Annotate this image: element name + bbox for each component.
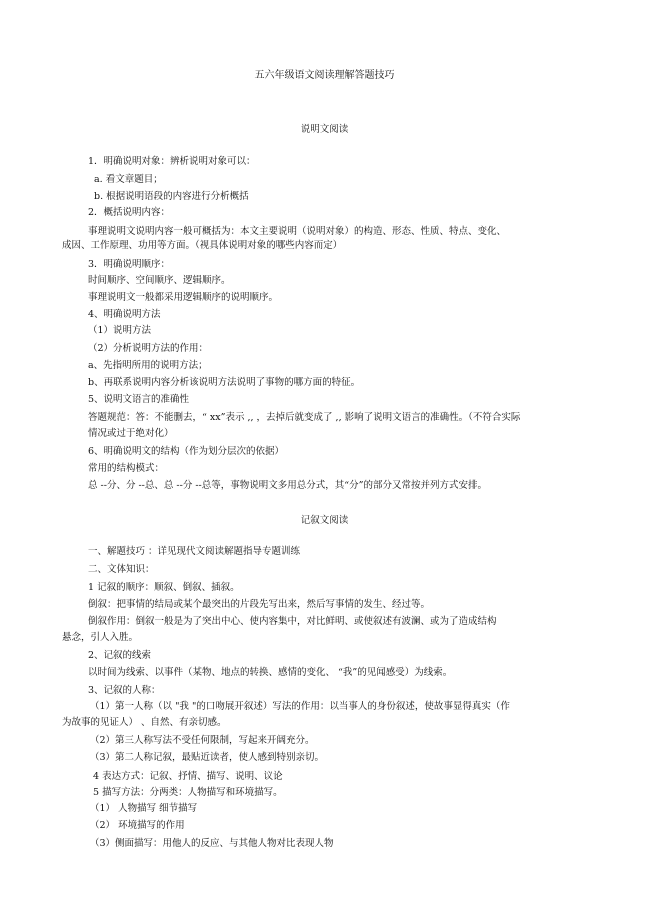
paragraph-line: 5 描写方法：分两类：人物描写和环境描写。 bbox=[93, 787, 283, 798]
paragraph-line: a. 看文章题目； bbox=[94, 174, 163, 185]
paragraph-line: 1 记叙的顺序：顺叙、倒叙、插叙。 bbox=[88, 582, 240, 593]
paragraph-line: 悬念，引人入胜。 bbox=[62, 632, 139, 643]
paragraph-line: 为故事的见证人） 、自然、有亲切感。 bbox=[62, 717, 227, 728]
paragraph-line: （1）说明方法 bbox=[88, 325, 152, 336]
document-title: 五六年级语文阅读理解答题技巧 bbox=[254, 70, 395, 81]
paragraph-line: 2．概括说明内容： bbox=[88, 207, 171, 218]
paragraph-line: （2）第三人称写法不受任何限制，写起来开阔充分。 bbox=[90, 735, 315, 746]
paragraph-line: （3）第二人称记叙，最贴近读者，使人感到特别亲切。 bbox=[90, 752, 325, 763]
paragraph-line: 4、明确说明方法 bbox=[88, 309, 161, 320]
paragraph-line: 总 --分、分 --总、总 --分 --总等，事物说明文多用总分式，其“分”的部分又常按并列方式安排。 bbox=[88, 480, 487, 491]
paragraph-line: 倒叙：把事情的结局或某个最突出的片段先写出来，然后写事情的发生、经过等。 bbox=[88, 599, 431, 610]
paragraph-line: 2、记叙的线索 bbox=[88, 650, 152, 661]
paragraph-line: （3）侧面描写：用他人的反应、与其他人物对比表现人物 bbox=[90, 838, 334, 849]
paragraph-line: 时间顺序、空间顺序、逻辑顺序。 bbox=[88, 275, 231, 286]
paragraph-line: （1） 人物描写 细节描写 bbox=[90, 803, 198, 814]
paragraph-line: （1）第一人称（以 "我 "的口吻展开叙述）写法的作用：以当事人的身份叙述，使故事显得真实（作 bbox=[90, 701, 510, 712]
paragraph-line: 二、文体知识： bbox=[88, 564, 155, 575]
paragraph-line: 6、明确说明文的结构（作为划分层次的依据） bbox=[88, 446, 285, 457]
section-heading-narrative: 记叙文阅读 bbox=[300, 515, 349, 526]
section-heading-expository: 说明文阅读 bbox=[300, 124, 349, 135]
paragraph-line: 事理说明文一般都采用逻辑顺序的说明顺序。 bbox=[88, 292, 279, 303]
paragraph-line: b、再联系说明内容分析该说明方法说明了事物的哪方面的特征。 bbox=[88, 377, 361, 388]
paragraph-line: 4 表达方式：记叙、抒情、描写、说明、议论 bbox=[93, 771, 283, 782]
paragraph-line: 3．明确说明顺序： bbox=[88, 259, 171, 270]
paragraph-line: 事理说明文说明内容一般可概括为：本文主要说明（说明对象）的构造、形态、性质、特点、变化、 bbox=[88, 226, 507, 237]
paragraph-line: （2）分析说明方法的作用： bbox=[88, 343, 209, 354]
paragraph-line: （2） 环境描写的作用 bbox=[90, 820, 185, 831]
paragraph-line: 常用的结构模式： bbox=[88, 463, 165, 474]
paragraph-line: b. 根据说明语段的内容进行分析概括 bbox=[94, 191, 249, 202]
paragraph-line: 1．明确说明对象：辨析说明对象可以： bbox=[88, 156, 256, 167]
paragraph-line: 情况或过于绝对化） bbox=[88, 428, 174, 439]
paragraph-line: 答题规范：答：不能删去，“ xx”表示 ,, ，去掉后就变成了 ,, 影响了说明文语言的准确性。（不符合实际 bbox=[88, 412, 521, 423]
paragraph-line: 5、说明文语言的准确性 bbox=[88, 394, 190, 405]
paragraph-line: 一、解题技巧 ：详见现代文阅读解题指导专题训练 bbox=[88, 546, 301, 557]
paragraph-line: 成因、工作原理、功用等方面。（视具体说明对象的哪些内容而定） bbox=[62, 240, 343, 251]
paragraph-line: 3、记叙的人称： bbox=[88, 685, 161, 696]
paragraph-line: a、先指明所用的说明方法； bbox=[88, 360, 208, 371]
paragraph-line: 倒叙作用：倒叙一般是为了突出中心、使内容集中，对比鲜明、或使叙述有波澜、或为了造成结构 bbox=[88, 616, 497, 627]
paragraph-line: 以时间为线索、以事件（某物、地点的转换、感情的变化、 “我”的见闻感受）为线索。 bbox=[88, 667, 453, 678]
